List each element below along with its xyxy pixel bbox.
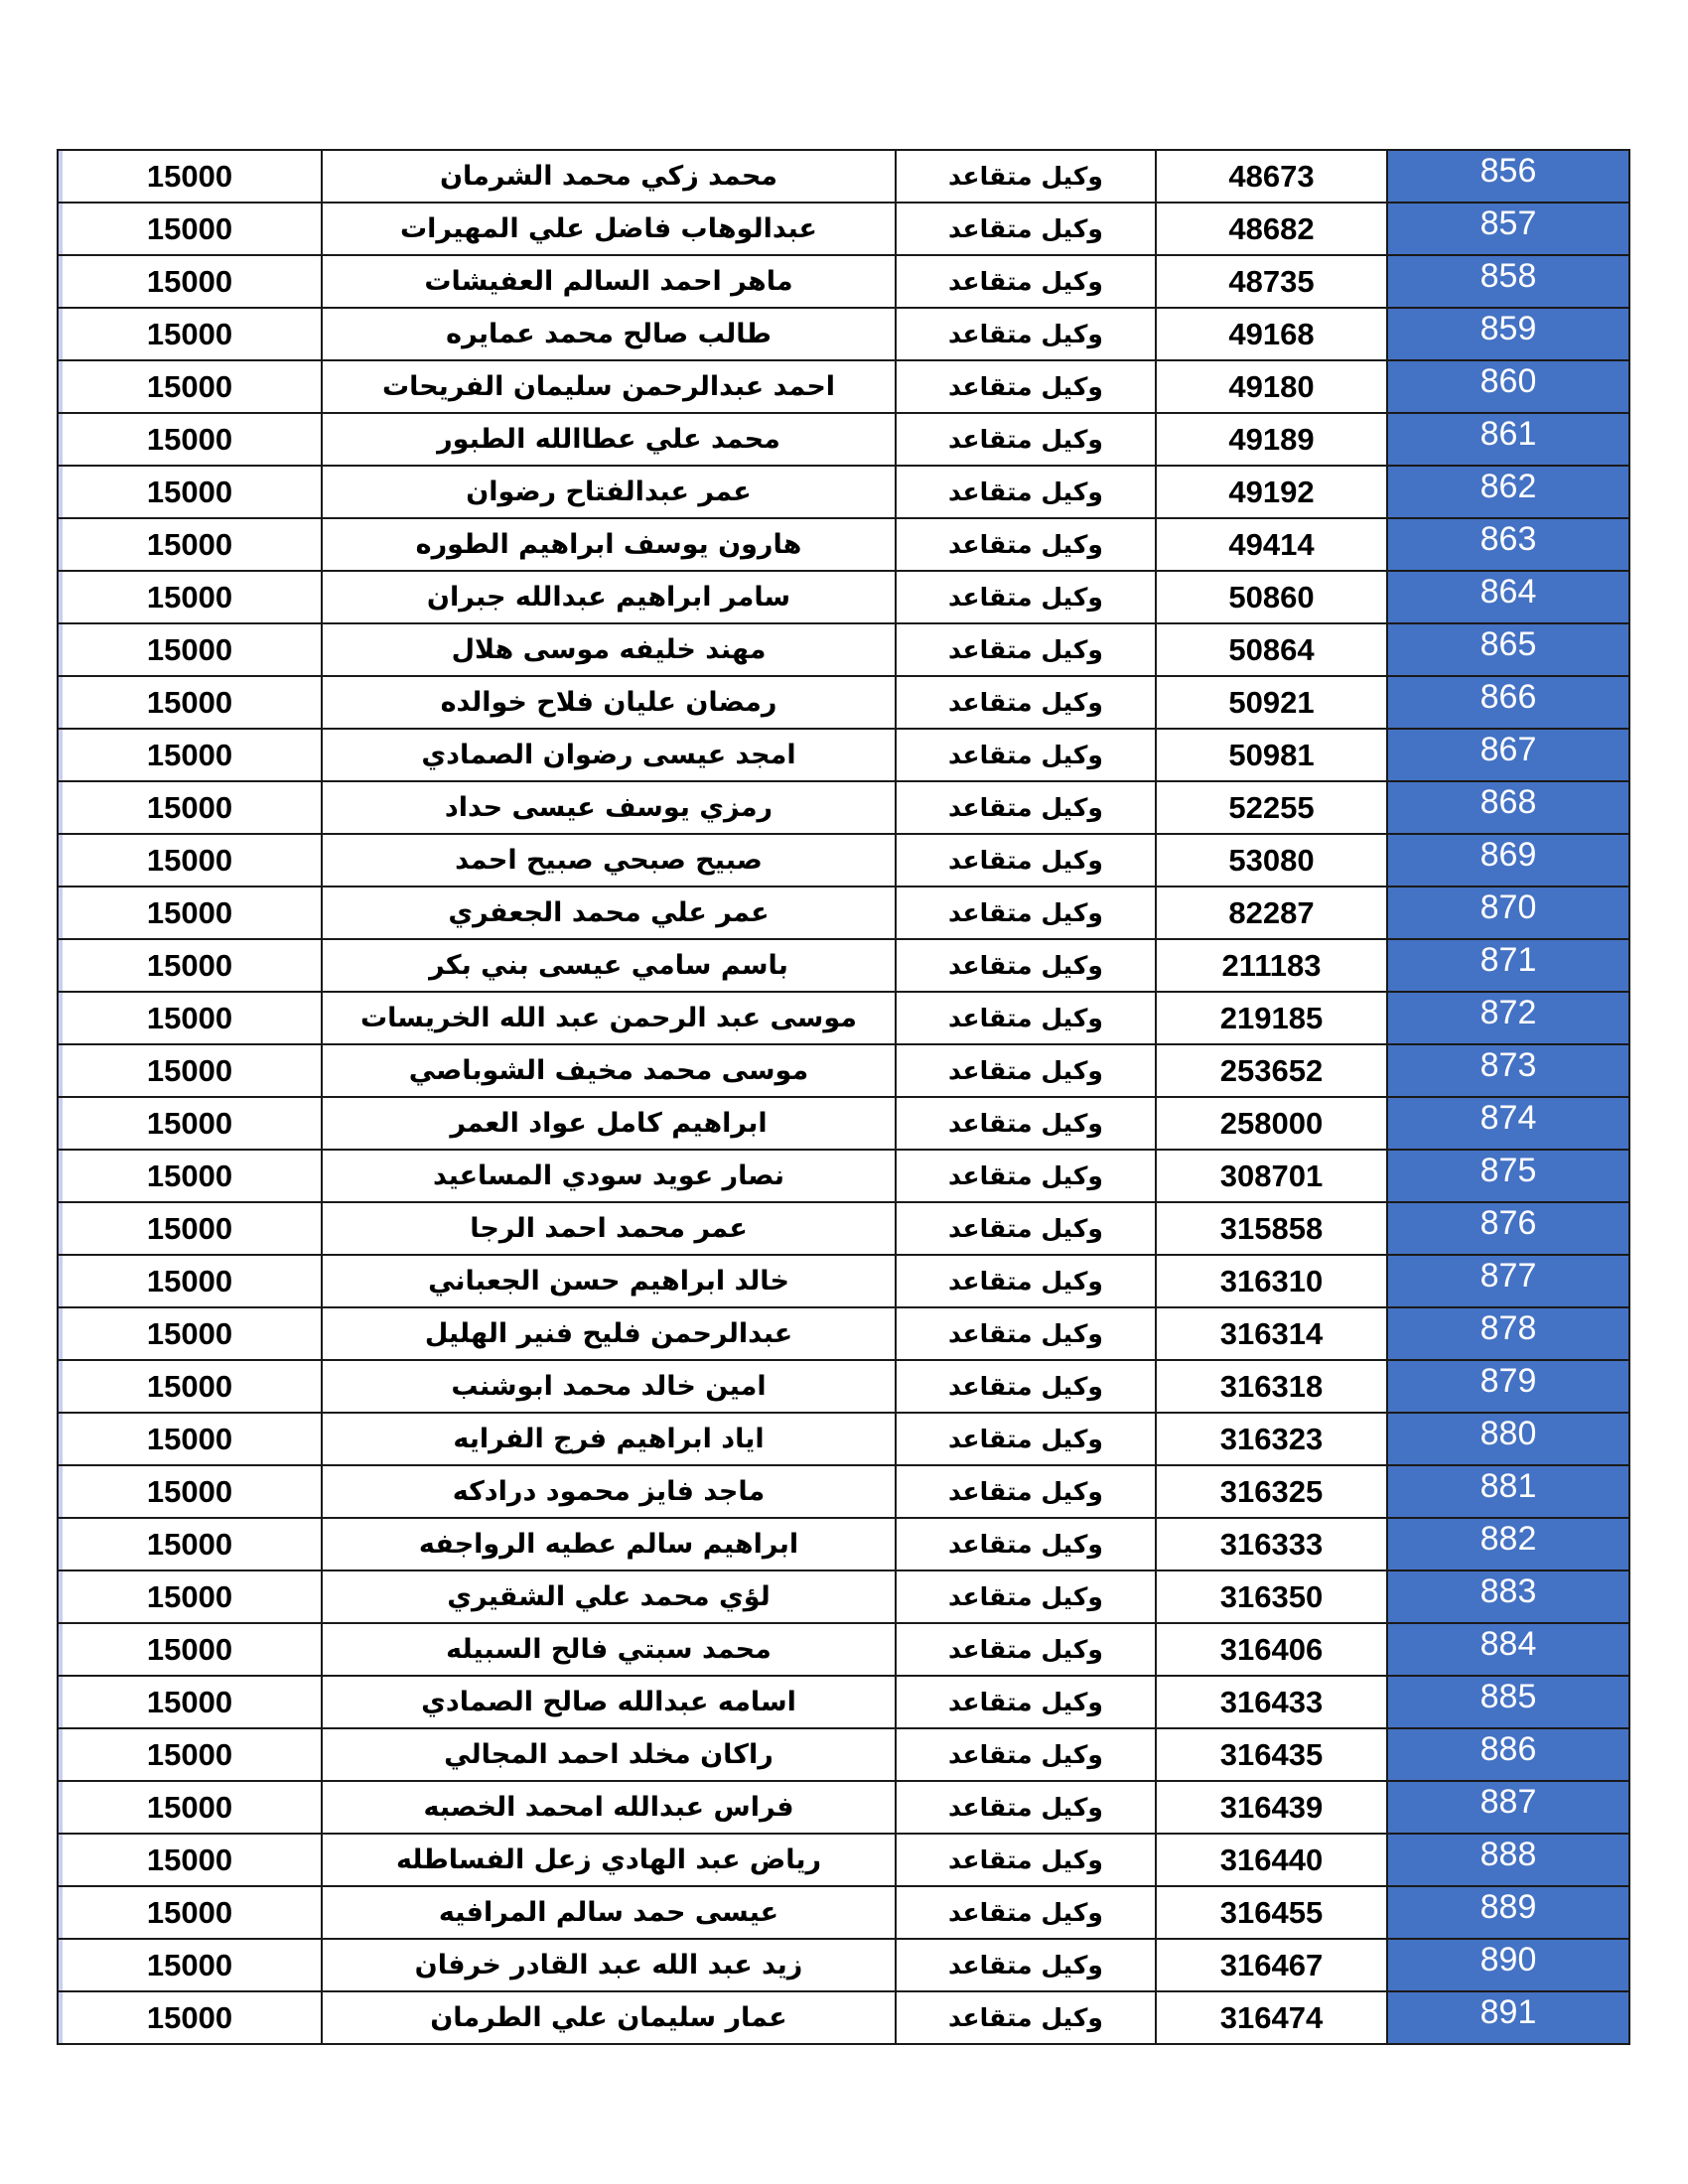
role-cell: وكيل متقاعد [896,1202,1156,1255]
amount-cell: 15000 [58,203,322,255]
roster-body [58,150,1629,2044]
table-row [58,203,1629,255]
id-number-cell: 316474 [1156,1991,1387,2044]
sequence-number-cell: 886 [1387,1728,1629,1781]
amount-cell: 15000 [58,1202,322,1255]
role-cell: وكيل متقاعد [896,1518,1156,1570]
table-row [58,729,1629,781]
amount-cell: 15000 [58,1413,322,1465]
name-cell: امجد عيسى رضوان الصمادي [322,729,896,781]
table-row [58,939,1629,992]
id-number-cell: 50921 [1156,676,1387,729]
role-cell: وكيل متقاعد [896,571,1156,623]
sequence-number-cell: 873 [1387,1044,1629,1097]
sequence-number-cell: 891 [1387,1991,1629,2044]
sequence-number-cell: 872 [1387,992,1629,1044]
amount-cell: 15000 [58,1150,322,1202]
name-cell: محمد علي عطاالله الطبور [322,413,896,466]
name-cell: عمر علي محمد الجعفري [322,887,896,939]
id-number-cell: 48673 [1156,150,1387,203]
amount-cell: 15000 [58,729,322,781]
table-row [58,1886,1629,1939]
id-number-cell: 316433 [1156,1676,1387,1728]
amount-cell: 15000 [58,150,322,203]
table-row [58,466,1629,518]
amount-cell: 15000 [58,1834,322,1886]
role-cell: وكيل متقاعد [896,1570,1156,1623]
id-number-cell: 316323 [1156,1413,1387,1465]
table-row [58,1781,1629,1834]
sequence-number-cell: 871 [1387,939,1629,992]
id-number-cell: 316325 [1156,1465,1387,1518]
table-row [58,518,1629,571]
table-row [58,1676,1629,1728]
name-cell: امين خالد محمد ابوشنب [322,1360,896,1413]
name-cell: اسامه عبدالله صالح الصمادي [322,1676,896,1728]
name-cell: ماجد فايز محمود درادكه [322,1465,896,1518]
role-cell: وكيل متقاعد [896,308,1156,360]
table-row [58,1991,1629,2044]
role-cell: وكيل متقاعد [896,1781,1156,1834]
sequence-number-cell: 860 [1387,360,1629,413]
table-row [58,1150,1629,1202]
role-cell: وكيل متقاعد [896,1991,1156,2044]
id-number-cell: 316467 [1156,1939,1387,1991]
role-cell: وكيل متقاعد [896,255,1156,308]
name-cell: احمد عبدالرحمن سليمان الفريحات [322,360,896,413]
role-cell: وكيل متقاعد [896,1360,1156,1413]
id-number-cell: 316435 [1156,1728,1387,1781]
id-number-cell: 316333 [1156,1518,1387,1570]
table-row [58,1623,1629,1676]
name-cell: هارون يوسف ابراهيم الطوره [322,518,896,571]
sequence-number-cell: 864 [1387,571,1629,623]
id-number-cell: 50864 [1156,623,1387,676]
sequence-number-cell: 867 [1387,729,1629,781]
sequence-number-cell: 882 [1387,1518,1629,1570]
sequence-number-cell: 866 [1387,676,1629,729]
amount-cell: 15000 [58,887,322,939]
amount-cell: 15000 [58,834,322,887]
table-row [58,623,1629,676]
table-row [58,413,1629,466]
table-row [58,1097,1629,1150]
name-cell: طالب صالح محمد عمايره [322,308,896,360]
role-cell: وكيل متقاعد [896,1465,1156,1518]
id-number-cell: 316310 [1156,1255,1387,1307]
sequence-number-cell: 868 [1387,781,1629,834]
sequence-number-cell: 858 [1387,255,1629,308]
sequence-number-cell: 879 [1387,1360,1629,1413]
id-number-cell: 49168 [1156,308,1387,360]
id-number-cell: 49192 [1156,466,1387,518]
role-cell: وكيل متقاعد [896,1097,1156,1150]
table-row [58,834,1629,887]
name-cell: رمضان عليان فلاح خوالده [322,676,896,729]
sequence-number-cell: 869 [1387,834,1629,887]
role-cell: وكيل متقاعد [896,676,1156,729]
role-cell: وكيل متقاعد [896,1255,1156,1307]
name-cell: ابراهيم كامل عواد العمر [322,1097,896,1150]
table-row [58,150,1629,203]
name-cell: فراس عبدالله امحمد الخصبه [322,1781,896,1834]
table-row [58,571,1629,623]
role-cell: وكيل متقاعد [896,413,1156,466]
name-cell: صبيح صبحي صبيح احمد [322,834,896,887]
amount-cell: 15000 [58,360,322,413]
sequence-number-cell: 885 [1387,1676,1629,1728]
table-row [58,676,1629,729]
id-number-cell: 316439 [1156,1781,1387,1834]
name-cell: نصار عويد سودي المساعيد [322,1150,896,1202]
amount-cell: 15000 [58,1465,322,1518]
amount-cell: 15000 [58,1044,322,1097]
name-cell: رياض عبد الهادي زعل الفساطله [322,1834,896,1886]
role-cell: وكيل متقاعد [896,466,1156,518]
name-cell: عبدالوهاب فاضل علي المهيرات [322,203,896,255]
table-row [58,360,1629,413]
amount-cell: 15000 [58,939,322,992]
id-number-cell: 49180 [1156,360,1387,413]
sequence-number-cell: 878 [1387,1307,1629,1360]
id-number-cell: 49414 [1156,518,1387,571]
table-row [58,1465,1629,1518]
role-cell: وكيل متقاعد [896,834,1156,887]
name-cell: زيد عبد الله عبد القادر خرفان [322,1939,896,1991]
roster-table [57,149,1630,2045]
amount-cell: 15000 [58,1570,322,1623]
table-row [58,1307,1629,1360]
id-number-cell: 308701 [1156,1150,1387,1202]
table-row [58,1202,1629,1255]
id-number-cell: 316350 [1156,1570,1387,1623]
table-row [58,255,1629,308]
amount-cell: 15000 [58,1991,322,2044]
table-row [58,781,1629,834]
table-row [58,1518,1629,1570]
name-cell: محمد زكي محمد الشرمان [322,150,896,203]
amount-cell: 15000 [58,1939,322,1991]
table-row [58,887,1629,939]
amount-cell: 15000 [58,1886,322,1939]
id-number-cell: 50981 [1156,729,1387,781]
name-cell: لؤي محمد علي الشقيري [322,1570,896,1623]
table-row [58,1728,1629,1781]
amount-cell: 15000 [58,255,322,308]
id-number-cell: 219185 [1156,992,1387,1044]
table-row [58,1413,1629,1465]
id-number-cell: 253652 [1156,1044,1387,1097]
name-cell: اياد ابراهيم فرج الفرايه [322,1413,896,1465]
name-cell: عيسى حمد سالم المرافيه [322,1886,896,1939]
name-cell: خالد ابراهيم حسن الجعباني [322,1255,896,1307]
amount-cell: 15000 [58,1728,322,1781]
sequence-number-cell: 880 [1387,1413,1629,1465]
sequence-number-cell: 877 [1387,1255,1629,1307]
amount-cell: 15000 [58,1781,322,1834]
amount-cell: 15000 [58,992,322,1044]
table-row [58,1255,1629,1307]
name-cell: موسى عبد الرحمن عبد الله الخريسات [322,992,896,1044]
role-cell: وكيل متقاعد [896,1413,1156,1465]
id-number-cell: 53080 [1156,834,1387,887]
id-number-cell: 52255 [1156,781,1387,834]
name-cell: عمر عبدالفتاح رضوان [322,466,896,518]
table-row [58,1044,1629,1097]
role-cell: وكيل متقاعد [896,360,1156,413]
id-number-cell: 316314 [1156,1307,1387,1360]
id-number-cell: 316440 [1156,1834,1387,1886]
name-cell: موسى محمد مخيف الشوباصي [322,1044,896,1097]
sequence-number-cell: 874 [1387,1097,1629,1150]
id-number-cell: 49189 [1156,413,1387,466]
table-row [58,308,1629,360]
role-cell: وكيل متقاعد [896,150,1156,203]
name-cell: مهند خليفه موسى هلال [322,623,896,676]
name-cell: عمر محمد احمد الرجا [322,1202,896,1255]
id-number-cell: 50860 [1156,571,1387,623]
role-cell: وكيل متقاعد [896,203,1156,255]
amount-cell: 15000 [58,623,322,676]
amount-cell: 15000 [58,1518,322,1570]
amount-cell: 15000 [58,1097,322,1150]
sequence-number-cell: 884 [1387,1623,1629,1676]
id-number-cell: 82287 [1156,887,1387,939]
sequence-number-cell: 857 [1387,203,1629,255]
name-cell: ماهر احمد السالم العفيشات [322,255,896,308]
amount-cell: 15000 [58,466,322,518]
id-number-cell: 48682 [1156,203,1387,255]
id-number-cell: 315858 [1156,1202,1387,1255]
name-cell: سامر ابراهيم عبدالله جبران [322,571,896,623]
sequence-number-cell: 862 [1387,466,1629,518]
id-number-cell: 316406 [1156,1623,1387,1676]
name-cell: راكان مخلد احمد المجالي [322,1728,896,1781]
amount-cell: 15000 [58,413,322,466]
sequence-number-cell: 865 [1387,623,1629,676]
sequence-number-cell: 861 [1387,413,1629,466]
id-number-cell: 316455 [1156,1886,1387,1939]
amount-cell: 15000 [58,781,322,834]
id-number-cell: 48735 [1156,255,1387,308]
amount-cell: 15000 [58,308,322,360]
role-cell: وكيل متقاعد [896,518,1156,571]
sequence-number-cell: 888 [1387,1834,1629,1886]
role-cell: وكيل متقاعد [896,887,1156,939]
role-cell: وكيل متقاعد [896,1728,1156,1781]
sequence-number-cell: 875 [1387,1150,1629,1202]
sequence-number-cell: 890 [1387,1939,1629,1991]
role-cell: وكيل متقاعد [896,1676,1156,1728]
amount-cell: 15000 [58,1676,322,1728]
amount-cell: 15000 [58,1307,322,1360]
amount-cell: 15000 [58,1255,322,1307]
amount-cell: 15000 [58,571,322,623]
sequence-number-cell: 863 [1387,518,1629,571]
name-cell: رمزي يوسف عيسى حداد [322,781,896,834]
sequence-number-cell: 887 [1387,1781,1629,1834]
sequence-number-cell: 889 [1387,1886,1629,1939]
role-cell: وكيل متقاعد [896,1623,1156,1676]
role-cell: وكيل متقاعد [896,1044,1156,1097]
sequence-number-cell: 876 [1387,1202,1629,1255]
role-cell: وكيل متقاعد [896,781,1156,834]
amount-cell: 15000 [58,1623,322,1676]
role-cell: وكيل متقاعد [896,1307,1156,1360]
id-number-cell: 258000 [1156,1097,1387,1150]
table-row [58,1360,1629,1413]
amount-cell: 15000 [58,1360,322,1413]
table-row [58,1570,1629,1623]
name-cell: عمار سليمان علي الطرمان [322,1991,896,2044]
sequence-number-cell: 859 [1387,308,1629,360]
id-number-cell: 316318 [1156,1360,1387,1413]
name-cell: باسم سامي عيسى بني بكر [322,939,896,992]
role-cell: وكيل متقاعد [896,1886,1156,1939]
sequence-number-cell: 883 [1387,1570,1629,1623]
table-row [58,992,1629,1044]
role-cell: وكيل متقاعد [896,1939,1156,1991]
amount-cell: 15000 [58,676,322,729]
sequence-number-cell: 870 [1387,887,1629,939]
sequence-number-cell: 881 [1387,1465,1629,1518]
amount-cell: 15000 [58,518,322,571]
id-number-cell: 211183 [1156,939,1387,992]
name-cell: ابراهيم سالم عطيه الرواجفه [322,1518,896,1570]
role-cell: وكيل متقاعد [896,992,1156,1044]
role-cell: وكيل متقاعد [896,1150,1156,1202]
table-row [58,1939,1629,1991]
name-cell: محمد سبتي فالح السبيله [322,1623,896,1676]
table-row [58,1834,1629,1886]
role-cell: وكيل متقاعد [896,729,1156,781]
sequence-number-cell: 856 [1387,150,1629,203]
role-cell: وكيل متقاعد [896,1834,1156,1886]
role-cell: وكيل متقاعد [896,939,1156,992]
role-cell: وكيل متقاعد [896,623,1156,676]
name-cell: عبدالرحمن فليح فنير الهليل [322,1307,896,1360]
